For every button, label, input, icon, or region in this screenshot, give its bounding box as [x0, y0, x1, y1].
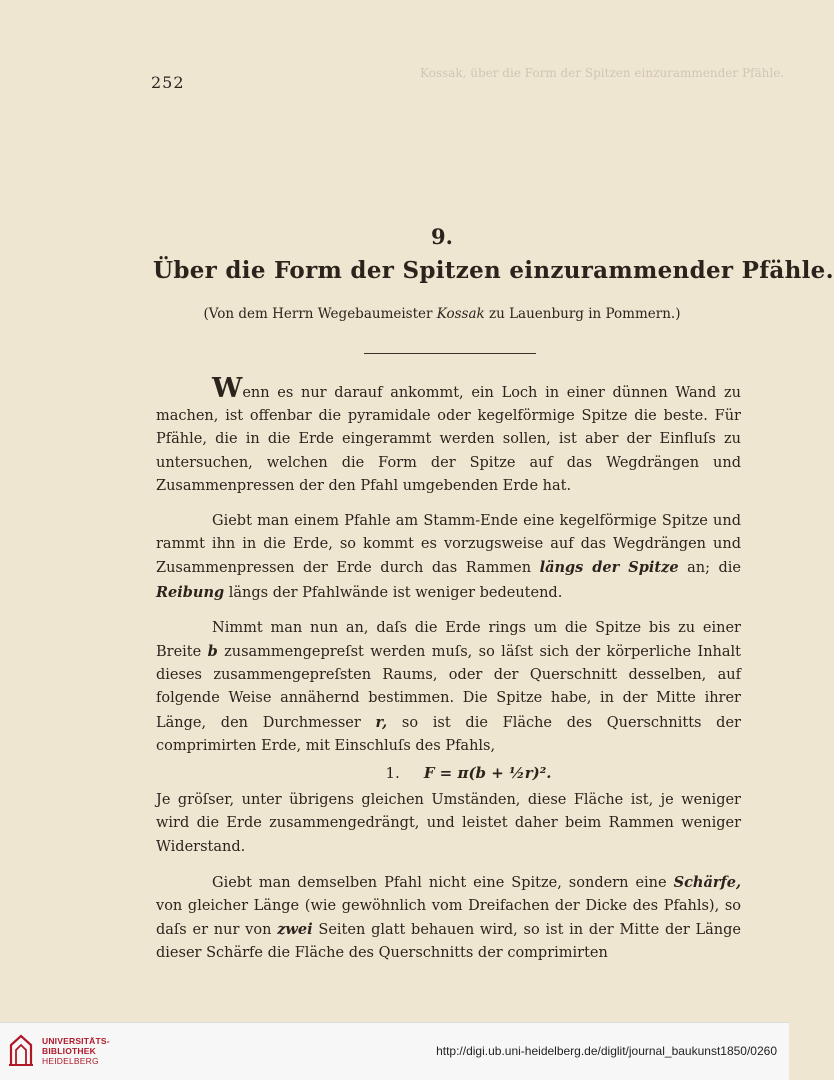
paragraph-4: Je gröſser, unter übrigens gleichen Umständen, diese Fläche ist, je weniger wird die Erde zusammengedrängt, und leistet daher beim Rammen weniger Widerstand. [156, 792, 741, 855]
library-name-line-1: UNIVERSITÄTS- [42, 1036, 110, 1046]
library-name-line-2: BIBLIOTHEK [42, 1046, 96, 1056]
paragraph-2-text-b: an; die [678, 560, 741, 577]
paragraph-3-text-b: zusammengepreſst werden muſs, so läſst sich der körperliche Inhalt dieses zusammengepreſsten Raums, oder der Querschnitt desselben, auf folgende Weise annähernd bestimmen. Die Spitze habe, in der Mitte ihrer Länge, den Durchmesser [156, 644, 741, 731]
equation-formula: F = π(b + ½r)². [423, 764, 552, 783]
emphasis-reibung: Reibung [156, 583, 225, 601]
drop-cap: W [212, 373, 243, 404]
section-number: 9. [431, 224, 453, 249]
library-name[interactable] [42, 1036, 110, 1066]
emphasis-zwei: zwei [277, 921, 313, 939]
library-logo-icon[interactable] [8, 1033, 34, 1067]
byline-suffix: zu Lauenburg in Pommern.) [484, 306, 681, 322]
equation-1 [156, 762, 741, 785]
paragraph-5-text-c: Seiten glatt behauen wird, so ist in der Mitte der Länge dieser Schärfe die Fläche des Querschnitts der comprimirten [156, 922, 741, 962]
page-number: 252 [151, 73, 185, 92]
permalink-url[interactable]: http://digi.ub.uni-heidelberg.de/diglit/journal_baukunst1850/0260 [436, 1044, 777, 1058]
paragraph-3-text-c: so ist die Fläche des Querschnitts der comprimirten Erde, mit Einschluſs des Pfahls, [156, 714, 741, 754]
paragraph-5-text-b: von gleicher Länge (wie gewöhnlich vom Dreifachen der Dicke des Pfahls), so daſs er nur von [156, 898, 741, 939]
running-header-bleed: Kossak, über die Form der Spitzen einzurammender Pfähle. [420, 66, 785, 80]
paragraph-2-text-a: Giebt man einem Pfahle am Stamm-Ende eine kegelförmige Spitze und rammt ihn in die Erde, so kommt es vorzugsweise auf das Wegdrängen und Zusammenpressen der Erde durch das Rammen [156, 513, 741, 577]
equation-number: 1. [385, 764, 400, 783]
emphasis-schaerfe: Schärfe, [673, 873, 741, 891]
paragraph-2 [156, 510, 741, 605]
paragraph-1 [156, 373, 741, 498]
variable-r: r, [375, 713, 388, 731]
paragraph-5 [156, 871, 741, 966]
title-divider [364, 353, 536, 354]
article-body [156, 373, 741, 966]
emphasis-laengs-der-spitze: längs der Spitze [539, 559, 679, 577]
byline-author: Kossak [436, 306, 485, 322]
paragraph-3 [156, 617, 741, 758]
paragraph-5-text-a: Giebt man demselben Pfahl nicht eine Spitze, sondern eine [212, 874, 674, 891]
byline [0, 306, 789, 322]
article-title: Über die Form der Spitzen einzurammender Pfähle. [153, 257, 834, 284]
paragraph-3-text-a: Nimmt man nun an, daſs die Erde rings um die Spitze bis zu einer Breite [156, 619, 741, 661]
viewer-footer [0, 1022, 789, 1080]
byline-prefix: (Von dem Herrn Wegebaumeister [203, 306, 437, 322]
paragraph-2-text-c: längs der Pfahlwände ist weniger bedeutend. [224, 584, 563, 601]
variable-b: b [207, 643, 218, 661]
library-name-line-3: HEIDELBERG [42, 1056, 99, 1066]
paragraph-1-text: enn es nur darauf ankommt, ein Loch in einer dünnen Wand zu machen, ist offenbar die pyramidale oder kegelförmige Spitze die beste. Für Pfähle, die in die Erde eingerammt werden sollen, ist aber der Einfluſs zu untersuchen, welchen die Form der Spitze auf das Wegdrängen und Zusammenpressen der den Pfahl umgebenden Erde hat. [156, 385, 741, 494]
